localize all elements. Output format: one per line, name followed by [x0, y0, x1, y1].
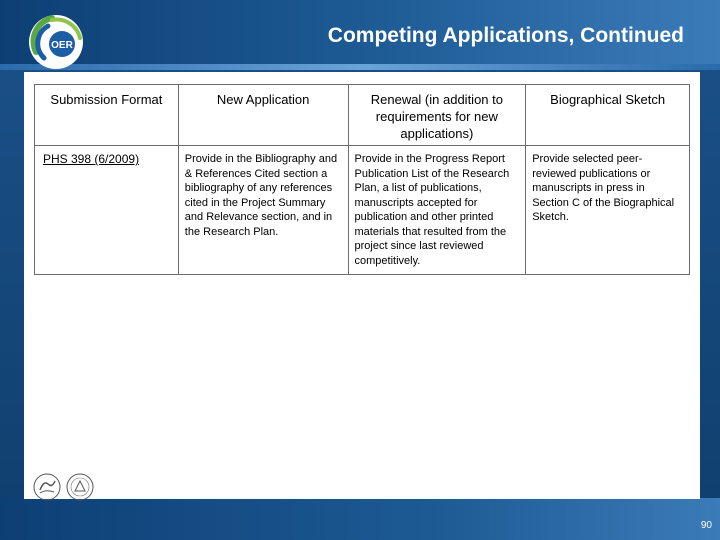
table-row [35, 146, 690, 275]
oer-logo-icon [22, 8, 96, 72]
content-area [24, 72, 700, 499]
cell-renewal: Provide in the Progress Report Publication List of the Research Plan, a list of publications, manuscripts accepted for publication and other printed materials that resulted from the project since last reviewed competitively. [348, 146, 526, 275]
cell-submission-format[interactable] [35, 146, 179, 275]
hhs-seal-icon [34, 474, 60, 500]
left-frame [0, 70, 24, 500]
footer-band [0, 498, 720, 540]
cell-bio-sketch: Provide selected peer-reviewed publications or manuscripts in press in Section C of the Biographical Sketch. [526, 146, 690, 275]
page-title: Competing Applications, Continued [327, 24, 684, 47]
header-submission-format: Submission Format [35, 85, 179, 146]
header-new-application: New Application [178, 85, 348, 146]
header-biographical-sketch: Biographical Sketch [526, 85, 690, 146]
svg-text:OER: OER [51, 40, 73, 51]
cell-new-application: Provide in the Bibliography and & References Cited section a bibliography of any references cited in the Project Summary and Relevance section, and in the Research Plan. [178, 146, 348, 275]
nih-seal-icon [67, 474, 93, 500]
table-header-row [35, 85, 690, 146]
competing-applications-table [34, 84, 690, 275]
phs-398-link[interactable]: PHS 398 (6/2009) [43, 152, 140, 166]
page-number: 90 [700, 520, 712, 531]
right-frame [700, 70, 720, 500]
header-renewal: Renewal (in addition to requirements for new applications) [348, 85, 526, 146]
agency-seals [32, 472, 122, 502]
